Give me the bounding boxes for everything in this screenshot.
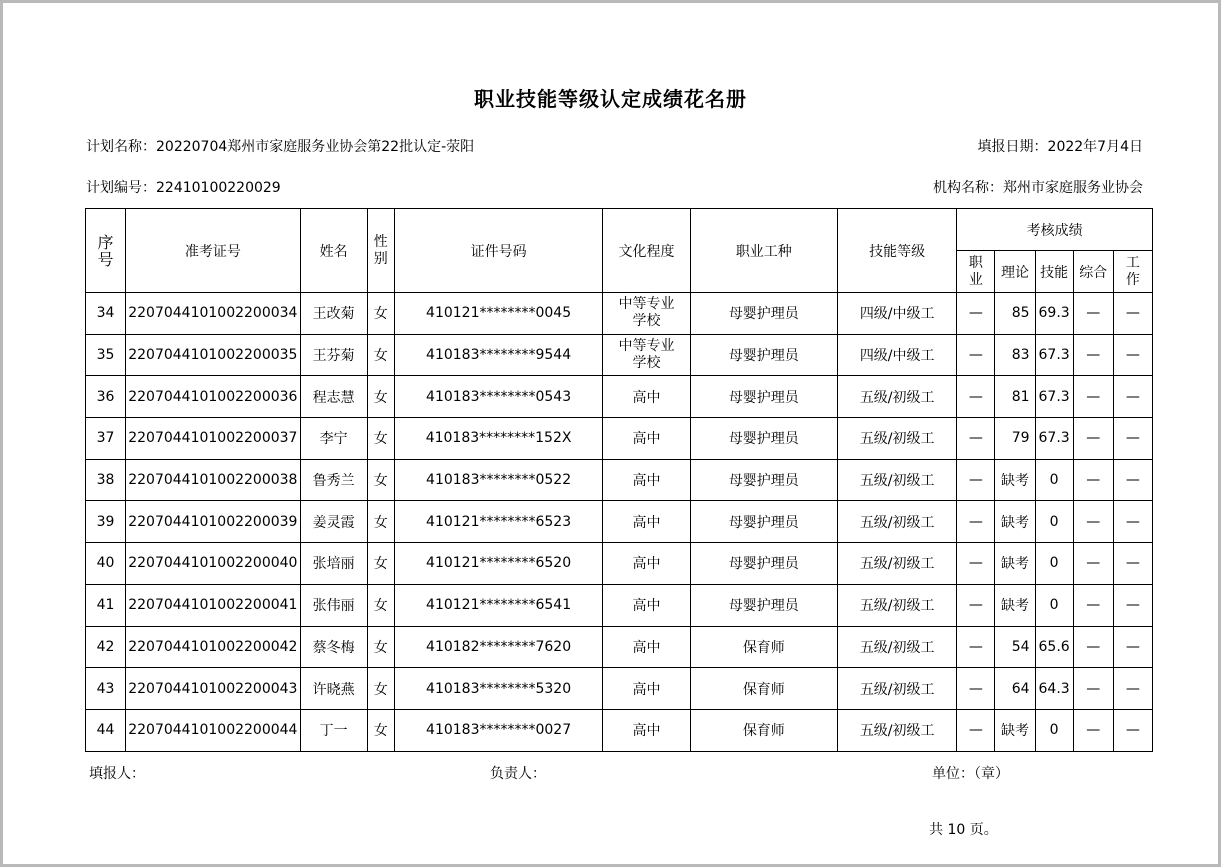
cell-occupation: 母婴护理员: [690, 459, 837, 501]
header-assessment-scores: 考核成绩: [957, 209, 1153, 251]
cell-name: 鲁秀兰: [300, 459, 367, 501]
cell-score-occupation: —: [957, 418, 995, 460]
cell-occupation: 母婴护理员: [690, 293, 837, 335]
table-row: [86, 376, 1153, 418]
header-score-theory: 理论: [995, 251, 1035, 293]
header-gender: 性别: [367, 209, 394, 293]
cell-score-theory: 81: [995, 376, 1035, 418]
cell-score-theory: 79: [995, 418, 1035, 460]
cell-score-skill: 67.3: [1035, 334, 1073, 376]
cell-gender: 女: [367, 459, 394, 501]
cell-score-comprehensive: —: [1073, 668, 1113, 710]
cell-seq: 35: [86, 334, 126, 376]
cell-score-skill: 0: [1035, 501, 1073, 543]
cell-score-comprehensive: —: [1073, 626, 1113, 668]
cell-score-occupation: —: [957, 543, 995, 585]
cell-skill-level: 四级/中级工: [838, 334, 957, 376]
unit-stamp-label: 单位：（章）: [932, 766, 1009, 782]
plan-name-label: 计划名称：: [86, 139, 156, 155]
cell-education: 中等专业学校: [603, 334, 690, 376]
cell-score-skill: 67.3: [1035, 418, 1073, 460]
cell-name: 许晓燕: [300, 668, 367, 710]
cell-score-skill: 0: [1035, 543, 1073, 585]
plan-number-label: 计划编号：: [86, 180, 156, 196]
cell-score-theory: 缺考: [995, 501, 1035, 543]
cell-skill-level: 五级/初级工: [838, 418, 957, 460]
header-id-number: 证件号码: [394, 209, 603, 293]
cell-ticket-number: 2207044101002200043: [126, 668, 300, 710]
cell-skill-level: 五级/初级工: [838, 626, 957, 668]
header-score-occupation: 职业: [957, 251, 995, 293]
plan-name-line: [86, 136, 474, 156]
plan-number-value: 22410100220029: [156, 180, 281, 196]
cell-score-skill: 64.3: [1035, 668, 1073, 710]
cell-name: 王芬菊: [300, 334, 367, 376]
cell-skill-level: 五级/初级工: [838, 668, 957, 710]
cell-ticket-number: 2207044101002200036: [126, 376, 300, 418]
filler-label: 填报人：: [89, 766, 145, 782]
cell-occupation: 保育师: [690, 709, 837, 751]
organization-line: [933, 177, 1143, 197]
cell-skill-level: 五级/初级工: [838, 584, 957, 626]
header-score-skill: 技能: [1035, 251, 1073, 293]
cell-skill-level: 四级/中级工: [838, 293, 957, 335]
cell-education: 高中: [603, 418, 690, 460]
header-name: 姓名: [300, 209, 367, 293]
header-occupation: 职业工种: [690, 209, 837, 293]
cell-education: 高中: [603, 501, 690, 543]
cell-education: 中等专业学校: [603, 293, 690, 335]
cell-ticket-number: 2207044101002200037: [126, 418, 300, 460]
page-count: 共 10 页。: [929, 822, 998, 838]
cell-score-work: —: [1113, 668, 1152, 710]
cell-score-comprehensive: —: [1073, 543, 1113, 585]
cell-score-theory: 64: [995, 668, 1035, 710]
cell-name: 姜灵霞: [300, 501, 367, 543]
cell-education: 高中: [603, 459, 690, 501]
cell-score-occupation: —: [957, 501, 995, 543]
cell-score-work: —: [1113, 418, 1152, 460]
cell-score-occupation: —: [957, 293, 995, 335]
cell-occupation: 母婴护理员: [690, 501, 837, 543]
table-row: [86, 543, 1153, 585]
table-row: [86, 626, 1153, 668]
cell-score-work: —: [1113, 584, 1152, 626]
table-row: [86, 418, 1153, 460]
cell-ticket-number: 2207044101002200041: [126, 584, 300, 626]
cell-education: 高中: [603, 626, 690, 668]
cell-occupation: 母婴护理员: [690, 376, 837, 418]
cell-gender: 女: [367, 668, 394, 710]
cell-seq: 34: [86, 293, 126, 335]
cell-score-work: —: [1113, 334, 1152, 376]
table-row: [86, 459, 1153, 501]
cell-score-skill: 65.6: [1035, 626, 1073, 668]
cell-score-occupation: —: [957, 668, 995, 710]
cell-id-number: 410121********6523: [394, 501, 603, 543]
cell-name: 张培丽: [300, 543, 367, 585]
table-row: [86, 668, 1153, 710]
cell-score-skill: 0: [1035, 584, 1073, 626]
cell-skill-level: 五级/初级工: [838, 709, 957, 751]
cell-id-number: 410183********0543: [394, 376, 603, 418]
cell-gender: 女: [367, 418, 394, 460]
cell-score-theory: 缺考: [995, 709, 1035, 751]
cell-score-occupation: —: [957, 376, 995, 418]
cell-score-skill: 69.3: [1035, 293, 1073, 335]
cell-score-skill: 0: [1035, 709, 1073, 751]
plan-name-value: 20220704郑州市家庭服务业协会第22批认定-荥阳: [156, 139, 475, 155]
cell-seq: 37: [86, 418, 126, 460]
cell-score-comprehensive: —: [1073, 293, 1113, 335]
cell-ticket-number: 2207044101002200035: [126, 334, 300, 376]
cell-name: 蔡冬梅: [300, 626, 367, 668]
cell-id-number: 410183********5320: [394, 668, 603, 710]
cell-id-number: 410183********152X: [394, 418, 603, 460]
cell-score-theory: 83: [995, 334, 1035, 376]
table-row: [86, 293, 1153, 335]
header-ticket-number: 准考证号: [126, 209, 300, 293]
cell-id-number: 410121********6541: [394, 584, 603, 626]
cell-name: 王改菊: [300, 293, 367, 335]
cell-seq: 38: [86, 459, 126, 501]
cell-skill-level: 五级/初级工: [838, 543, 957, 585]
cell-score-theory: 缺考: [995, 584, 1035, 626]
cell-score-work: —: [1113, 376, 1152, 418]
cell-id-number: 410182********7620: [394, 626, 603, 668]
cell-score-comprehensive: —: [1073, 376, 1113, 418]
cell-score-comprehensive: —: [1073, 334, 1113, 376]
cell-score-comprehensive: —: [1073, 584, 1113, 626]
cell-score-work: —: [1113, 459, 1152, 501]
cell-seq: 40: [86, 543, 126, 585]
cell-ticket-number: 2207044101002200042: [126, 626, 300, 668]
cell-seq: 39: [86, 501, 126, 543]
header-score-comprehensive: 综合: [1073, 251, 1113, 293]
cell-name: 程志慧: [300, 376, 367, 418]
cell-occupation: 保育师: [690, 626, 837, 668]
table-row: [86, 584, 1153, 626]
cell-score-skill: 0: [1035, 459, 1073, 501]
cell-score-comprehensive: —: [1073, 459, 1113, 501]
cell-skill-level: 五级/初级工: [838, 501, 957, 543]
cell-id-number: 410183********9544: [394, 334, 603, 376]
cell-score-occupation: —: [957, 584, 995, 626]
cell-ticket-number: 2207044101002200038: [126, 459, 300, 501]
cell-score-occupation: —: [957, 626, 995, 668]
cell-id-number: 410183********0027: [394, 709, 603, 751]
cell-occupation: 母婴护理员: [690, 543, 837, 585]
cell-score-theory: 54: [995, 626, 1035, 668]
cell-seq: 42: [86, 626, 126, 668]
cell-score-theory: 缺考: [995, 543, 1035, 585]
cell-id-number: 410121********6520: [394, 543, 603, 585]
cell-ticket-number: 2207044101002200034: [126, 293, 300, 335]
cell-education: 高中: [603, 668, 690, 710]
header-seq: 序号: [86, 209, 126, 293]
cell-gender: 女: [367, 626, 394, 668]
cell-occupation: 母婴护理员: [690, 584, 837, 626]
cell-occupation: 母婴护理员: [690, 334, 837, 376]
cell-name: 丁一: [300, 709, 367, 751]
cell-score-work: —: [1113, 709, 1152, 751]
plan-number-line: [86, 177, 281, 197]
cell-education: 高中: [603, 543, 690, 585]
cell-score-theory: 85: [995, 293, 1035, 335]
cell-score-work: —: [1113, 543, 1152, 585]
cell-occupation: 保育师: [690, 668, 837, 710]
cell-score-theory: 缺考: [995, 459, 1035, 501]
header-skill-level: 技能等级: [838, 209, 957, 293]
cell-score-skill: 67.3: [1035, 376, 1073, 418]
cell-score-comprehensive: —: [1073, 709, 1113, 751]
cell-gender: 女: [367, 293, 394, 335]
cell-id-number: 410183********0522: [394, 459, 603, 501]
cell-score-occupation: —: [957, 709, 995, 751]
manager-label: 负责人：: [490, 766, 546, 782]
cell-gender: 女: [367, 584, 394, 626]
cell-gender: 女: [367, 334, 394, 376]
cell-seq: 44: [86, 709, 126, 751]
cell-seq: 43: [86, 668, 126, 710]
cell-name: 李宁: [300, 418, 367, 460]
organization-value: 郑州市家庭服务业协会: [1003, 180, 1143, 196]
report-date-line: [978, 136, 1143, 156]
cell-skill-level: 五级/初级工: [838, 459, 957, 501]
cell-occupation: 母婴护理员: [690, 418, 837, 460]
cell-gender: 女: [367, 501, 394, 543]
header-score-work: 工作: [1113, 251, 1152, 293]
cell-score-comprehensive: —: [1073, 418, 1113, 460]
cell-education: 高中: [603, 709, 690, 751]
table-row: [86, 334, 1153, 376]
report-date-value: 2022年7月4日: [1047, 139, 1143, 155]
cell-gender: 女: [367, 376, 394, 418]
cell-score-work: —: [1113, 293, 1152, 335]
header-education: 文化程度: [603, 209, 690, 293]
cell-score-work: —: [1113, 501, 1152, 543]
document-title: 职业技能等级认定成绩花名册: [474, 87, 747, 111]
cell-score-comprehensive: —: [1073, 501, 1113, 543]
table-row: [86, 501, 1153, 543]
cell-education: 高中: [603, 584, 690, 626]
cell-gender: 女: [367, 709, 394, 751]
organization-label: 机构名称：: [933, 180, 1003, 196]
cell-gender: 女: [367, 543, 394, 585]
cell-seq: 36: [86, 376, 126, 418]
cell-skill-level: 五级/初级工: [838, 376, 957, 418]
cell-ticket-number: 2207044101002200040: [126, 543, 300, 585]
cell-name: 张伟丽: [300, 584, 367, 626]
cell-score-occupation: —: [957, 334, 995, 376]
header-row: [86, 209, 1153, 251]
cell-score-work: —: [1113, 626, 1152, 668]
cell-education: 高中: [603, 376, 690, 418]
cell-score-occupation: —: [957, 459, 995, 501]
report-date-label: 填报日期：: [977, 139, 1048, 155]
table-row: [86, 709, 1153, 751]
cell-ticket-number: 2207044101002200039: [126, 501, 300, 543]
score-roster-table: [85, 208, 1153, 752]
cell-ticket-number: 2207044101002200044: [126, 709, 300, 751]
cell-seq: 41: [86, 584, 126, 626]
cell-id-number: 410121********0045: [394, 293, 603, 335]
